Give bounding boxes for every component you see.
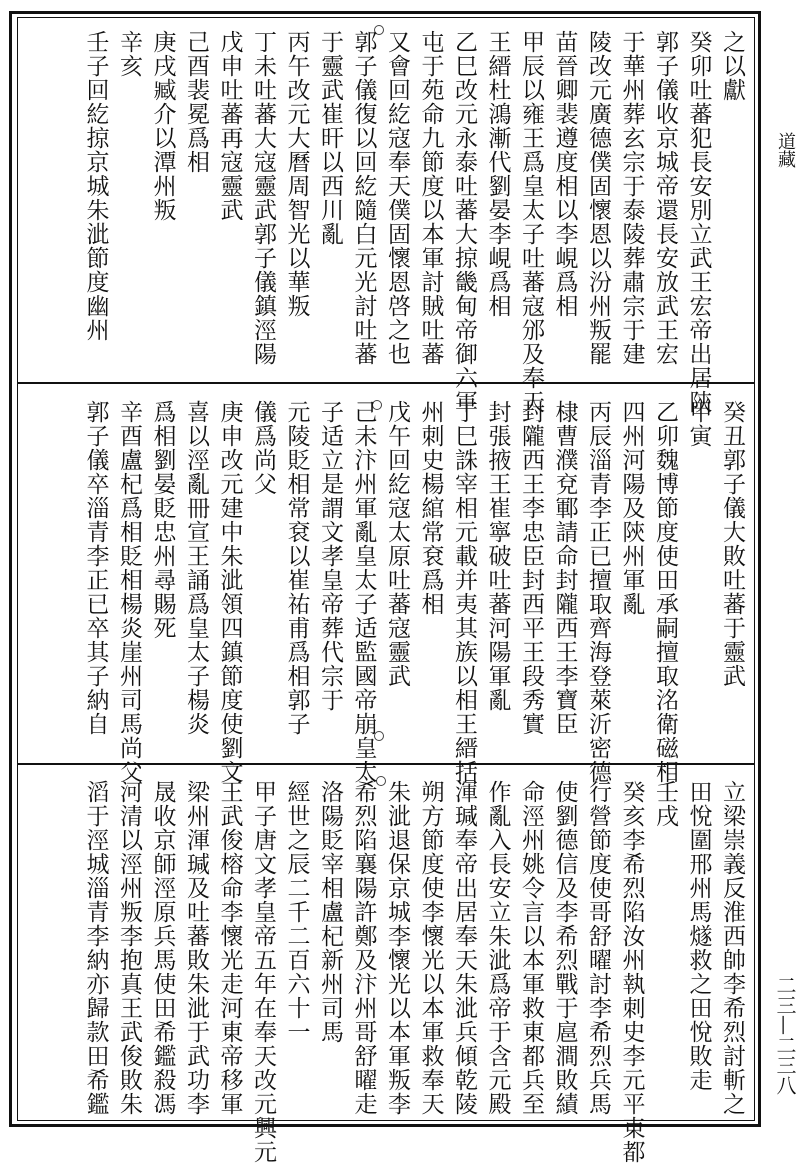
text-column: 辛酉盧杞爲相貶相楊炎崖州司馬尚父 [116,400,142,784]
text-column: 于華州葬玄宗于泰陵葬肅宗于建 [618,30,645,366]
text-column: 封張掖王崔寧破吐蕃河陽軍亂 [484,400,511,712]
text-column: 戊申吐蕃再寇靈武 [216,30,243,222]
text-column: 滔于涇城淄青李納亦歸款田希鑑 [82,780,109,1116]
text-column: 甲辰以雍王爲皇太子吐蕃寇邠及奉天 [518,30,544,414]
text-column: 作亂入長安立朱泚爲帝于含元殿 [484,780,511,1116]
text-column: 王武俊榕命李懷光走河東帝移軍 [216,780,243,1116]
text-column: 丙辰淄青李正已擅取齊海登萊沂密德 [585,400,611,784]
text-column: 使劉德信及李希烈戰于扈澗敗績 [551,780,578,1116]
text-column: 辛亥 [116,30,142,78]
side-page-number: 二三—二三八 [773,975,797,1095]
text-panel-middle [27,400,749,784]
text-column: 壬子回紇掠京城朱泚節度幽州 [82,30,109,342]
text-column: 丁未吐蕃大寇靈武郭子儀鎮涇陽 [250,30,276,366]
text-column: 儀爲尚父 [250,400,276,496]
text-column: 朱泚退保京城李懷光以本軍叛李 [384,780,410,1116]
text-column: 元陵貶相常袞以崔祐甫爲相郭子 [283,400,310,736]
section-divider-1 [17,382,755,384]
text-column: 乙巳改元永泰吐蕃大掠畿甸帝御六軍 [451,30,477,414]
text-column: 癸亥李希烈陷汝州執刺史李元平東都 [618,780,645,1164]
text-column: 田悅圍邢州馬燧救之田悅敗走 [685,780,712,1092]
text-column: 苗晉卿裴遵度相以李峴爲相 [551,30,578,318]
text-panel-top [27,30,749,414]
text-column: 希烈陷襄陽許鄭及汴州哥舒曜走 [350,780,377,1116]
text-column: 于靈武崔旰以西川亂 [317,30,343,246]
text-column: 己酉裴冕爲相 [183,30,209,174]
text-column: 乙卯魏博節度使田承嗣擅取洺衛磁相 [652,400,678,784]
side-title: 道藏 [775,132,796,168]
text-column: 王縉杜鴻漸代劉晏李峴爲相 [484,30,511,318]
text-column: 郭子儀收京城帝還長安放武王宏 [652,30,678,366]
text-column: 洛陽貶宰相盧杞新州司馬 [317,780,343,1044]
text-column: 甲子唐文孝皇帝五年在奉天改元興元 [250,780,276,1164]
text-column: 渾瑊奉帝出居奉天朱泚兵傾乾陵 [451,780,477,1116]
text-column: 癸卯吐蕃犯長安別立武王宏帝出居陝 [685,30,712,414]
text-column: 又會回紇寇奉天僕固懷恩啓之也 [384,30,410,366]
text-column: 經世之辰二千二百六十一 [283,780,310,1044]
text-column: 立梁崇義反淮西帥李希烈討斬之 [719,780,745,1116]
text-column: 癸丑郭子儀大敗吐蕃于靈武 [719,400,745,688]
text-column: 四州河陽及陝州軍亂 [618,400,645,616]
text-column: 丁巳誅宰相元載并夷其族以相王縉括 [451,400,477,784]
text-column: 丙午改元大曆周智光以華叛 [283,30,310,318]
text-column: 晟收京師涇原兵馬使田希鑑殺馮 [149,780,176,1116]
text-column: 棣曹濮兗鄆請命封隴西王李寶臣 [551,400,578,736]
text-column: 壬戌 [652,780,678,828]
text-column: 之以獻 [719,30,745,102]
text-column: 己未汴州軍亂皇太子适監國帝崩皇太 [350,400,377,784]
text-column: 朔方節度使李懷光以本軍救奉天 [417,780,444,1116]
text-column: 庚申改元建中朱泚領四鎮節度使劉文 [216,400,243,784]
text-column: 封隴西王李忠臣封西平王段秀實 [518,400,544,736]
text-column: 子适立是謂文孝皇帝葬代宗于 [317,400,343,712]
text-column: 河清以涇州叛李抱真王武俊敗朱 [116,780,142,1116]
text-column: 甲寅 [685,400,712,448]
text-column: 郭子儀復以回紇隨白元光討吐蕃 [350,30,377,366]
text-column: 喜以涇亂冊宣王誦爲皇太子楊炎 [183,400,209,736]
text-column: 戊午回紇寇太原吐蕃寇靈武 [384,400,410,688]
text-column: 梁州渾瑊及吐蕃敗朱泚于武功李 [183,780,209,1116]
text-column: 行營節度使哥舒曜討李希烈兵馬 [585,780,611,1116]
text-column: 庚戌臧介以潭州叛 [149,30,176,222]
text-column: 郭子儀卒淄青李正已卒其子納自 [82,400,109,736]
text-column: 州刺史楊綰常袞爲相 [417,400,444,616]
text-column: 陵改元廣德僕固懷恩以汾州叛罷 [585,30,611,366]
text-column: 屯于苑命九節度以本軍討賊吐蕃 [417,30,444,366]
text-column: 命涇州姚令言以本軍救東都兵至 [518,780,544,1116]
text-panel-bottom [27,780,749,1164]
text-column: 爲相劉晏貶忠州尋賜死 [149,400,176,640]
